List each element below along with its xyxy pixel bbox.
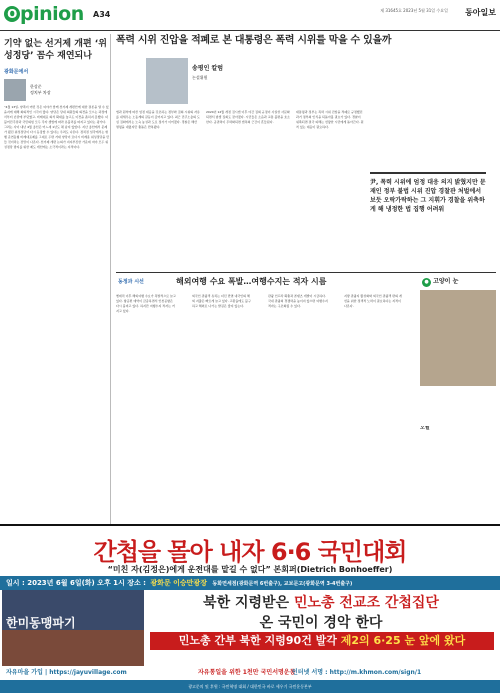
editorial-column-1: 법과 원칙에 따른 엄정 대응을 강조하는 정부와 집회·시위의 자유를 내세우는 노동계의 갈등이 깊어지고 있다. 최근 민주노총의 도심 집회에서는 노숙 농성과 도로 점거가 이어졌다. 경찰은 해산 명령을 내렸지만 충돌은 반복됐다. bbox=[116, 110, 200, 129]
bottom-column-2: 외국인 관광객 유치는 더딘 반면 내국인의 해외 지출은 빠르게 늘고 있다. 고환율에도 불구하고 해외로 나가는 발길은 줄지 않는다. bbox=[192, 294, 251, 308]
bottom-section-title: 해외여행 수요 폭발…여행수지는 적자 시름 bbox=[176, 277, 327, 286]
editorial-column-2: 2020년 12월 개정 집시법 이후 야간 집회 규정이 사실상 사문화되면서 밤샘 집회도 잦아졌다. 시민들은 소음과 교통 불편을 호소한다. 공권력이 무력화되면 법치의 근간이 흔들린다. bbox=[206, 110, 290, 124]
side-column-label-text: 고양이 눈 bbox=[433, 278, 459, 285]
ad-footer-petition: 자유통일을 위한 1천만 국민서명운동 bbox=[198, 669, 296, 676]
ad-info-bar bbox=[0, 576, 500, 590]
ad-message-3-a: 민노총 간부 북한 지령90건 발각 bbox=[178, 634, 341, 647]
masthead-date: 제 31645호 2023년 5월 31일 수요일 bbox=[380, 8, 448, 13]
section-logo bbox=[4, 3, 84, 25]
author-section-label: 광화문에서 bbox=[4, 69, 29, 75]
author-box bbox=[4, 79, 110, 101]
ad-footer-link-1[interactable]: 자유마을 가입 | https://jayuvillage.com bbox=[6, 669, 127, 676]
section-logo-text: pinion bbox=[20, 3, 84, 25]
column-name: 송평인 칼럼 bbox=[192, 65, 224, 72]
page-number: A34 bbox=[93, 10, 111, 19]
left-column bbox=[4, 34, 111, 524]
ad-message-2: 온 국민이 경악 한다 bbox=[259, 615, 383, 631]
main-editorial-title: 폭력 시위 진압을 적폐로 본 대통령은 폭력 시위를 막을 수 있을까 bbox=[116, 35, 392, 46]
ad-bottom-bar: 광고문의 및 후원 : 국민혁명 대회 / 대한민국 바로 세우기 국민운동본부 bbox=[0, 680, 500, 693]
author-photo bbox=[4, 79, 26, 101]
ad-info-label: 일시 : 2023년 6월 6일(화) 오후 1시 장소 : bbox=[6, 579, 146, 587]
side-column-label bbox=[422, 276, 458, 287]
ad-photo-banner: 한미동맹파기 bbox=[6, 616, 76, 630]
column-role: 논설위원 bbox=[192, 75, 208, 80]
ad-info-place: 광화문 이승만광장 bbox=[150, 579, 207, 587]
newspaper-brand: 동아일보 bbox=[465, 8, 496, 17]
author-role: 정치부 차장 bbox=[30, 90, 51, 95]
bottom-section bbox=[116, 276, 496, 524]
ad-message-3-highlight: 제2의 6·25 눈 앞에 왔다 bbox=[340, 634, 466, 647]
ad-rally-photo bbox=[2, 590, 144, 666]
main-editorial-body bbox=[116, 54, 496, 276]
page-header bbox=[0, 0, 500, 31]
left-column-body: “4월 13일, 양쪽이 어떤 것은 여야가 함께 선거제 개편안에 대한 결론을 낼 수 있을지에 대해 회의적인 시각이 많다. 양당은 당내 의원들의 의견을 모으는 과정에서부터 난관에 부딪혔고, 비례대표 의석 확대를 놓고도 이견을 좁히지 못했다. 더불어민주당과 국민의힘 모두 각자 셈법에 따라 유불리를 따지고 있다는 평가다. 그러는 사이 내년 4월 총선은 어느새 1년도 채 남지 않았다. 지난 총선에서 문제가 됐던 위성정당이 다시 등장할 수 있다는 우려도 나온다. 정치권 일각에서는 현행 준연동형 비례대표제를 그대로 두면 거대 양당이 또다시 비례용 위성정당을 만들 것이라는 전망이 나온다. 선거제 개편 논의가 지지부진한 가운데 여야 모두 위성정당 방지를 위한 제도 개선에는 소극적이라는 지적이다. bbox=[4, 105, 110, 149]
ad-message-3 bbox=[150, 632, 494, 650]
ad-footer-link-2[interactable]: 인터넷 서명 : http://m.khmon.com/sign/1 bbox=[292, 669, 422, 676]
ad-info-extra: 동화면세점(광화문역 6번출구), 교보문고(광화문역 3-4번출구) bbox=[212, 581, 353, 587]
main-editorial bbox=[116, 34, 496, 276]
bottom-column-4: 지방 관광지 활성화와 외국인 관광객 편의 개선을 위한 정책적 노력이 필요하다는 지적이 나온다. bbox=[344, 294, 402, 308]
section-divider bbox=[116, 272, 496, 273]
editorial-column-3: 대통령과 정부는 폭력 시위 진압을 적폐로 규정했던 과거 정부의 인식을 되돌아볼 필요가 있다. 경찰이 위축되면 결국 피해는 선량한 시민에게 돌아간다. 원칙 있는 대응이 필요하다. bbox=[296, 110, 364, 129]
author-name: 한상준 bbox=[30, 84, 42, 89]
column-byline bbox=[192, 64, 223, 82]
left-column-title: 기약 없는 선거제 개편 ‘위성정당’ 꼼수 재연되나 bbox=[4, 39, 107, 61]
bottom-section-label: 동정과 시선 bbox=[118, 279, 144, 285]
ad-title: 간첩을 몰아 내자 6·6 국민대회 bbox=[93, 538, 407, 566]
cat-eye-icon: ● bbox=[422, 278, 431, 287]
bottom-column-3: 관광 인프라 확충과 콘텐츠 개발이 시급하다. 국내 관광의 경쟁력을 높이지 않으면 여행수지 적자는 구조화될 수 있다. bbox=[268, 294, 328, 308]
advertisement bbox=[0, 524, 500, 693]
ad-photo-crowd bbox=[2, 630, 144, 666]
author-info bbox=[30, 84, 51, 96]
ad-message-1-a: 북한 지령받은 bbox=[203, 595, 294, 611]
section-logo-initial: O bbox=[4, 6, 20, 22]
pull-quote: 尹, 폭력 시위에 엄정 대응 의지 밝혔지만 문재인 정부 불법 시위 진압 경찰관 처벌에서 보듯 오락가락하는 그 지휘가 경찰을 위축하게 해 냉정한 법 집행 어려워 bbox=[370, 172, 486, 214]
side-photo bbox=[420, 290, 496, 386]
side-photo-caption: 오월 bbox=[420, 426, 430, 431]
ad-footer bbox=[0, 666, 500, 680]
ad-message-1 bbox=[148, 592, 494, 612]
ad-quote: “미친 자(김정은)에게 운전대를 맡길 수 없다” 본회퍼(Dietrich Bonhoeffer) bbox=[107, 565, 393, 574]
columnist-photo bbox=[146, 58, 188, 104]
ad-message-1-red: 민노총 전교조 간첩집단 bbox=[293, 595, 439, 611]
bottom-column-1: 엔데믹 이후 해외여행 수요가 폭발적으로 늘고 있다. 항공편 예약이 급증하면서 인천공항은 다시 붐비고 있다. 하지만 여행수지 적자는 커지고 있다. bbox=[116, 294, 176, 313]
